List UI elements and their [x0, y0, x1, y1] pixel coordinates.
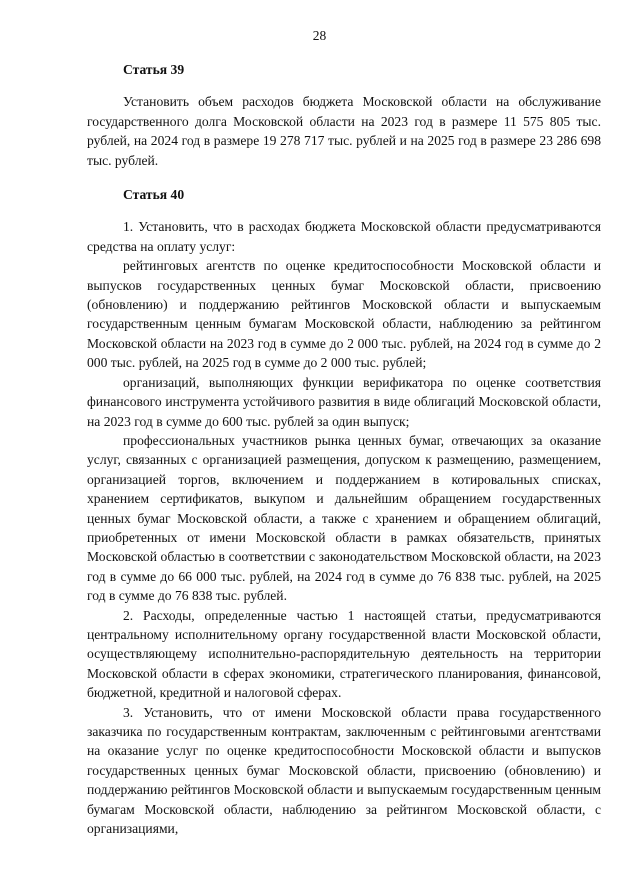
article-40-part-1-item-verifiers: организаций, выполняющих функции верификатора по оценке соответствия финансового инструмента устойчивого развития в виде облигаций Московской области, на 2023 год в сумме до 600 тыс. рублей за один выпуск;	[87, 374, 601, 429]
article-40-part-1-item-rating-agencies: рейтинговых агентств по оценке кредитоспособности Московской области и выпусков государственных ценных бумаг Московской области, присвоению (обновлению) и поддержанию рейтингов Московской области и выпускаемым государственным ценным бумагам Московской области, наблюдению за рейтингом Московской области на 2023 год в сумме до 2 000 тыс. рублей, на 2024 год в сумме до 2 000 тыс. рублей, на 2025 год в сумме до 2 000 тыс. рублей;	[87, 258, 601, 371]
document-body	[87, 60, 601, 838]
page-number: 28	[312, 28, 327, 43]
article-39	[87, 60, 601, 170]
article-40-part-3: 3. Установить, что от имени Московской области права государственного заказчика по государственным контрактам, заключенным с рейтинговыми агентствами на оказание услуг по оценке кредитоспособности Московской области и выпусков государственных ценных бумаг Московской области, присвоению (обновлению) и поддержанию рейтингов Московской области и выпускаемым государственным ценным бумагам Московской области, наблюдению за рейтингом Московской области, с организациями,	[87, 704, 601, 837]
article-40-part-2: 2. Расходы, определенные частью 1 настоящей статьи, предусматриваются центральному исполнительному органу государственной власти Московской области, осуществляющему исполнительно-распорядительную деятельность на территории Московской области в сферах экономики, стратегического планирования, финансовой, бюджетной, кредитной и налоговой сферах.	[87, 607, 601, 701]
article-40-part-1-item-market-participants: профессиональных участников рынка ценных бумаг, отвечающих за оказание услуг, связанных с организацией размещения, допуском к размещению, размещением, организацией торгов, включением и поддержанием в котировальных списках, хранением сертификатов, выкупом и дальнейшим обращением государственных ценных бумаг Московской области, а также с хранением и обращением облигаций, приобретенных от имени Московской области в рамках обязательств, принятых Московской областью в соответствии с законодательством Московской области, на 2023 год в сумме до 66 000 тыс. рублей, на 2024 год в сумме до 76 838 тыс. рублей, на 2025 год в сумме до 76 838 тыс. рублей.	[87, 432, 601, 604]
article-39-heading: Статья 39	[123, 62, 185, 77]
article-40	[87, 185, 601, 838]
article-39-text: Установить объем расходов бюджета Московской области на обслуживание государственного долга Московской области на 2023 год в размере 11 575 805 тыс. рублей, на 2024 год в размере 19 278 717 тыс. рублей и на 2025 год в размере 23 286 698 тыс. рублей.	[87, 94, 601, 168]
article-40-part-1-intro: 1. Установить, что в расходах бюджета Московской области предусматриваются средства на оплату услуг:	[87, 219, 601, 254]
article-40-heading: Статья 40	[123, 187, 185, 203]
